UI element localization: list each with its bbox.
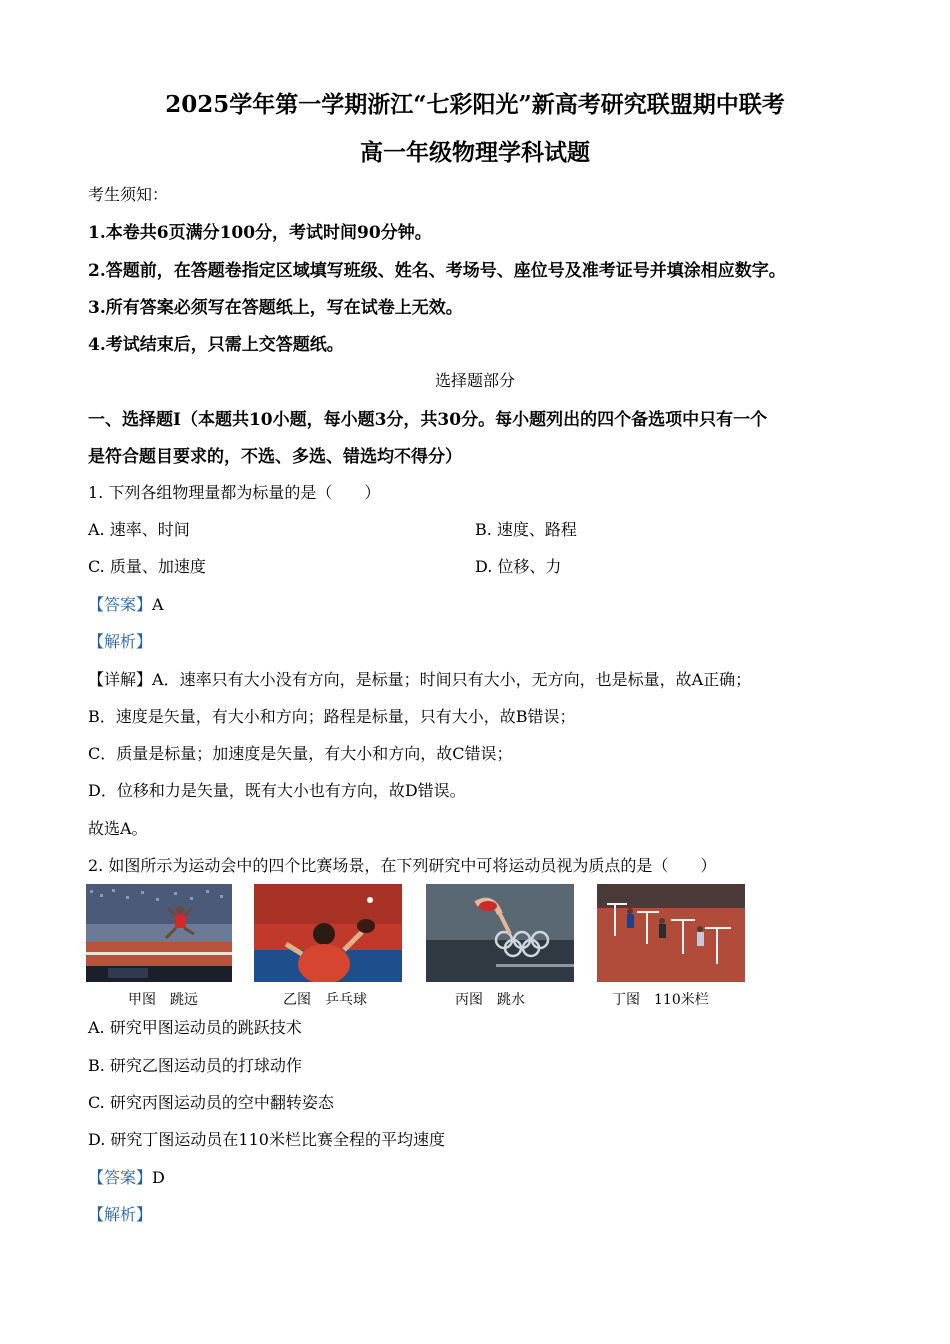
answer-value: D [152,1168,165,1187]
figure-caption-1: 甲图 跳远 [128,992,198,1008]
q2-option-b: B. 研究乙图运动员的打球动作 [88,1056,302,1075]
q2-option-d: D. 研究丁图运动员在110米栏比赛全程的平均速度 [88,1130,445,1149]
q1-option-d: D. 位移、力 [475,557,562,576]
section-title: 选择题部分 [434,371,515,390]
q2-answer [88,1165,165,1188]
part-heading-line2: 是符合题目要求的，不选、多选、错选均不得分） [88,447,462,467]
figure-caption-3: 丙图 跳水 [455,992,525,1008]
answer-tag: 【答案】 [88,595,153,614]
notice-item-3: 3.所有答案必须写在答题纸上，写在试卷上无效。 [88,298,463,318]
diving-photo [426,884,574,982]
q2-stem: 2. 如图所示为运动会中的四个比赛场景，在下列研究中可将运动员视为质点的是（ ） [88,856,717,875]
q1-detail-d: D．位移和力是矢量，既有大小也有方向，故D错误。 [88,781,466,800]
figure-caption-4: 丁图 110米栏 [612,992,709,1008]
detail-tag: 【详解】 [88,670,153,689]
exam-title: 2025学年第一学期浙江“七彩阳光”新高考研究联盟期中联考 [165,91,785,118]
q1-detail-c: C．质量是标量；加速度是矢量，有大小和方向，故C错误； [88,744,513,763]
answer-tag: 【答案】 [88,1168,153,1187]
q1-option-b: B. 速度、路程 [475,520,577,539]
exam-subtitle: 高一年级物理学科试题 [360,139,590,166]
q1-option-a: A. 速率、时间 [88,520,190,539]
q1-analysis-tag: 【解析】 [88,632,153,651]
q1-conclusion: 故选A。 [88,819,148,838]
answer-value: A [152,595,164,614]
notice-heading: 考生须知： [88,185,169,204]
figure-caption-2: 乙图 乒乓球 [283,992,367,1008]
q1-detail-b: B．速度是矢量，有大小和方向；路程是标量，只有大小，故B错误； [88,707,576,726]
q1-answer [88,592,164,615]
detail-text: A．速率只有大小没有方向，是标量；时间只有大小，无方向，也是标量，故A正确； [152,670,752,689]
q2-analysis-tag: 【解析】 [88,1205,153,1224]
q1-detail-a [88,667,751,690]
q2-option-a: A. 研究甲图运动员的跳跃技术 [88,1018,302,1037]
q1-option-c: C. 质量、加速度 [88,557,206,576]
notice-item-2: 2.答题前，在答题卷指定区域填写班级、姓名、考场号、座位号及准考证号并填涂相应数字。 [88,261,786,281]
q2-option-c: C. 研究丙图运动员的空中翻转姿态 [88,1093,334,1112]
notice-item-4: 4.考试结束后，只需上交答题纸。 [88,335,344,355]
hurdles-photo [597,884,745,982]
table-tennis-photo [254,884,402,982]
q1-stem: 1. 下列各组物理量都为标量的是（ ） [88,483,381,502]
notice-item-1: 1.本卷共6页满分100分，考试时间90分钟。 [88,223,432,243]
long-jump-photo [86,884,232,982]
part-heading-line1: 一、选择题Ⅰ（本题共10小题，每小题3分，共30分。每小题列出的四个备选项中只有一个 [88,410,768,430]
